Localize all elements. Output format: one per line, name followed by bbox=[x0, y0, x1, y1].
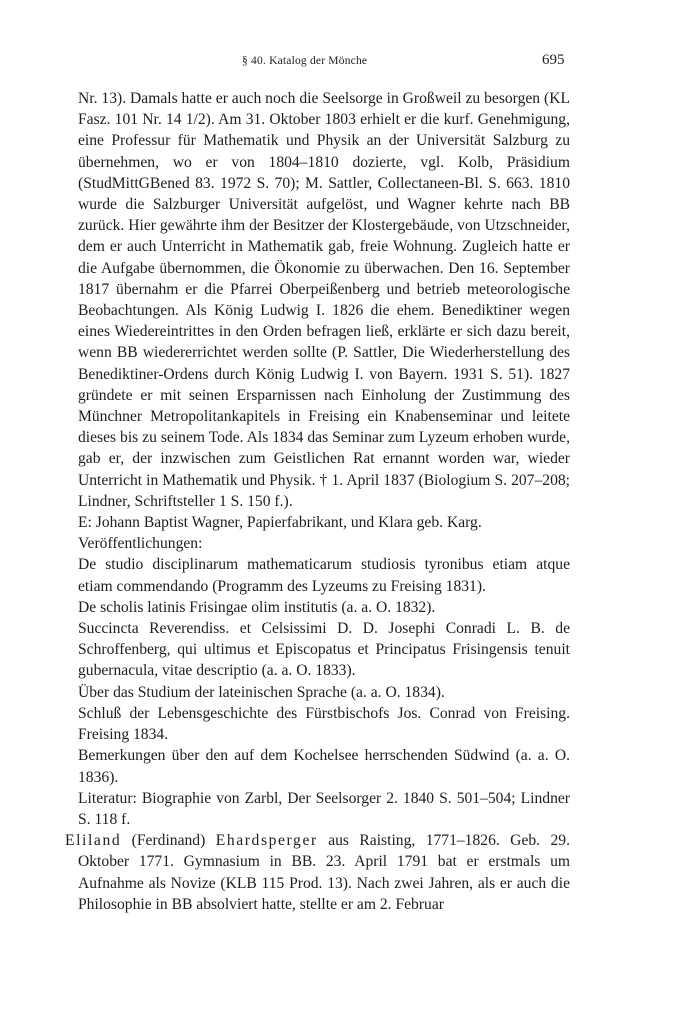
body-text bbox=[65, 88, 570, 915]
running-title: § 40. Katalog der Mönche bbox=[242, 55, 368, 67]
entry-surname: Ehardsperger bbox=[215, 832, 318, 850]
publication-item: Bemerkungen über den auf dem Kochelsee herrschenden Südwind (a. a. O. 1836). bbox=[78, 747, 570, 786]
page-header bbox=[0, 52, 700, 72]
publication-item: Succincta Reverendiss. et Celsissimi D. D. Josephi Conradi L. B. de Schroffenberg, qui ultimus et Episcopatus et Principatus Frisingensis tenuit gubernacula, vitae descriptio (a. a. O. 1833). bbox=[78, 620, 570, 680]
entry-given-name: (Ferdinand) bbox=[131, 832, 206, 850]
entry-lemma: Eliland bbox=[65, 832, 122, 850]
paragraph-parents: E: Johann Baptist Wagner, Papierfabrikant, und Klara geb. Karg. bbox=[78, 514, 482, 532]
catalog-entry bbox=[65, 830, 570, 915]
entry-text: aus Raisting, 1771–1826. Geb. 29. Oktober 1771. Gymnasium in BB. 23. April 1791 bat er erstmals um Aufnahme als Novize (KLB 115 Prod. 13). Nach zwei Jahren, als er auch die Philosophie in BB absolviert hatte, stellte er am 2. Februar bbox=[78, 832, 570, 913]
literature-note: Literatur: Biographie von Zarbl, Der Seelsorger 2. 1840 S. 501–504; Lindner S. 118 f. bbox=[78, 789, 570, 828]
publications-heading: Veröffentlichungen: bbox=[78, 535, 203, 553]
publication-item: Über das Studium der lateinischen Sprache (a. a. O. 1834). bbox=[78, 683, 445, 701]
paragraph-biography: Nr. 13). Damals hatte er auch noch die Seelsorge in Großweil zu besorgen (KL Fasz. 101 Nr. 14 1/2). Am 31. Oktober 1803 erhielt er die kurf. Genehmigung, eine Professur für Mathematik und Physik an der Universität Salzburg zu übernehmen, wo er von 1804–1810 dozierte, vgl. Kolb, Präsidium (StudMittGBened 83. 1972 S. 70); M. Sattler, Collectaneen-Bl. S. 663. 1810 wurde die Salzburger Universität aufgelöst, und Wagner kehrte nach BB zurück. Hier gewährte ihm der Besitzer der Klostergebäude, von Utzschneider, dem er auch Unterricht in Mathematik gab, freie Wohnung. Zugleich hatte er die Aufgabe übernommen, die Ökonomie zu überwachen. Den 16. September 1817 übernahm er die Pfarrei Oberpeißenberg und betrieb meteorologische Beobachtungen. Als König Ludwig I. 1826 die ehem. Benediktiner wegen eines Wiedereintrittes in den Orden befragen ließ, erklärte er sich dazu bereit, wenn BB wiedererrichtet werden sollte (P. Sattler, Die Wiederherstellung des Benediktiner-Ordens durch König Ludwig I. von Bayern. 1931 S. 51). 1827 gründete er mit seinen Ersparnissen nach Einholung der Zustimmung des Münchner Metropolitankapitels in Freising ein Knabenseminar und leitete dieses bis zu seinem Tode. Als 1834 das Seminar zum Lyzeum erhoben wurde, gab er, der inzwischen zum Geistlichen Rat ernannt worden war, wieder Unterricht in Mathematik und Physik. † 1. April 1837 (Biologium S. 207–208; Lindner, Schriftsteller 1 S. 150 f.). bbox=[78, 90, 570, 510]
publication-item: De studio disciplinarum mathematicarum studiosis tyronibus etiam atque etiam commendando (Programm des Lyzeums zu Freising 1831). bbox=[78, 556, 570, 595]
publication-item: De scholis latinis Frisingae olim institutis (a. a. O. 1832). bbox=[78, 598, 436, 616]
page-number: 695 bbox=[542, 52, 565, 68]
publication-item: Schluß der Lebensgeschichte des Fürstbischofs Jos. Conrad von Freising. Freising 1834. bbox=[78, 704, 570, 744]
